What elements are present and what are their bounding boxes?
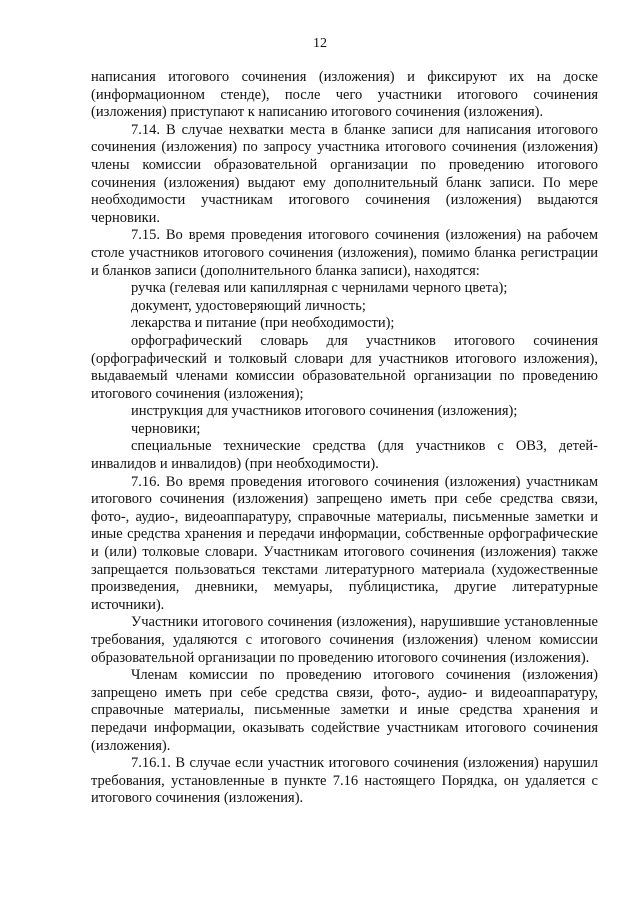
paragraph-7-16-1: 7.16.1. В случае если участник итогового сочинения (изложения) нарушил требования, установленные в пункте 7.16 настоящего Порядка, он удаляется с итогового сочинения (изложения). <box>91 755 598 807</box>
document-body <box>91 68 598 808</box>
paragraph-7-14: 7.14. В случае нехватки места в бланке записи для написания итогового сочинения (изложения) по запросу участника итогового сочинения (изложения) члены комиссии образовательной организации по проведению итогового сочинения (изложения) выдают ему дополнительный бланк записи. По мере необходимости участникам итогового сочинения (изложения) выдаются черновики. <box>91 121 598 226</box>
list-item-dictionary: орфографический словарь для участников итогового сочинения (орфографический и толковый словари для участников итогового изложения), выдаваемый членами комиссии образовательной организации по проведению итогового сочинения (изложения); <box>91 332 598 402</box>
paragraph-continuation: написания итогового сочинения (изложения) и фиксируют их на доске (информационном стенде), после чего участники итогового сочинения (изложения) приступают к написанию итогового сочинения (изложения). <box>91 69 598 121</box>
page-number: 12 <box>313 36 327 51</box>
list-item-instruction: инструкция для участников итогового сочинения (изложения); <box>131 403 518 420</box>
list-item-medicine: лекарства и питание (при необходимости); <box>131 315 395 332</box>
list-item-drafts: черновики; <box>131 420 201 437</box>
paragraph-participants-removed: Участники итогового сочинения (изложения), нарушившие установленные требования, удаляются с итогового сочинения (изложения) членом комиссии образовательной организации по проведению итогового сочинения (изложения). <box>91 614 598 666</box>
paragraph-7-16: 7.16. Во время проведения итогового сочинения (изложения) участникам итогового сочинения (изложения) запрещено иметь при себе средства связи, фото-, аудио-, видеоаппаратуру, справочные материалы, письменные заметки и иные средства хранения и передачи информации, собственные орфографические и (или) толковые словари. Участникам итогового сочинения (изложения) также запрещается пользоваться текстами литературного материала (художественные произведения, дневники, мемуары, публицистика, другие литературные источники). <box>91 473 598 613</box>
list-item-id-document: документ, удостоверяющий личность; <box>131 297 366 314</box>
paragraph-7-15: 7.15. Во время проведения итогового сочинения (изложения) на рабочем столе участников итогового сочинения (изложения), помимо бланка регистрации и бланков записи (дополнительного бланка записи), находятся: <box>91 227 598 279</box>
paragraph-commission-members: Членам комиссии по проведению итогового сочинения (изложения) запрещено иметь при себе средства связи, фото-, аудио- и видеоаппаратуру, справочные материалы, письменные заметки и иные средства хранения и передачи информации, оказывать содействие участникам итогового сочинения (изложения). <box>91 667 598 754</box>
list-item-technical-means: специальные технические средства (для участников с ОВЗ, детей-инвалидов и инвалидов) (при необходимости). <box>91 438 598 473</box>
list-item-pen: ручка (гелевая или капиллярная с чернилами черного цвета); <box>131 280 508 297</box>
